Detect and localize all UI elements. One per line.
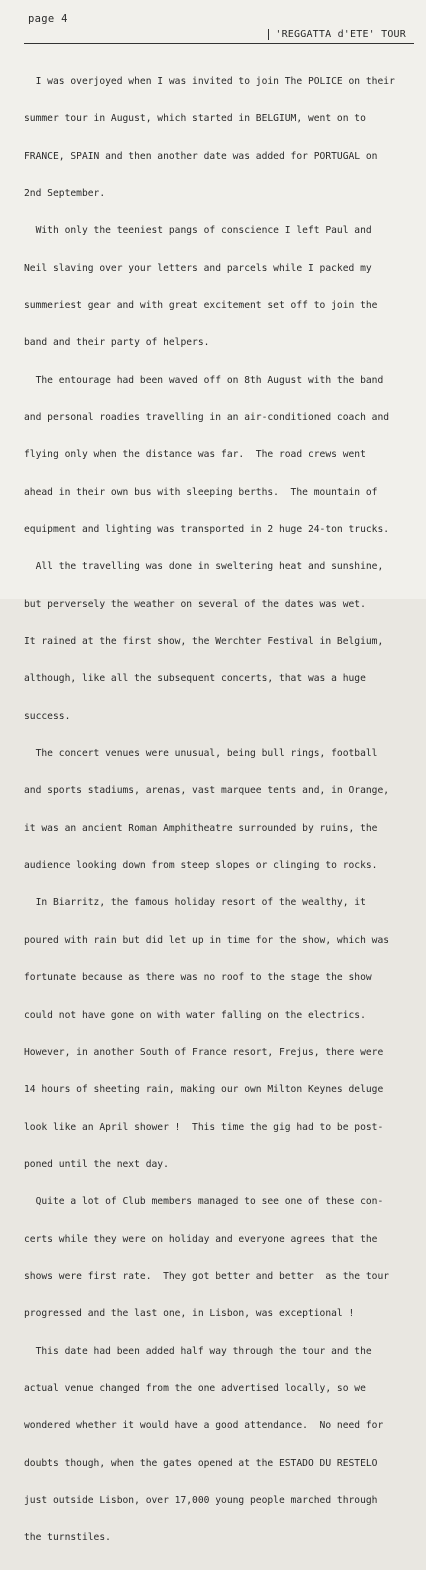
article-line: It rained at the first show, the Werchter Festival in Belgium, xyxy=(24,636,384,648)
section-title: 'REGGATTA d'ETE' TOUR xyxy=(268,29,406,40)
header-rule xyxy=(24,43,414,44)
article-line: could not have gone on with water falling on the electrics. xyxy=(24,1009,366,1021)
article-line: poured with rain but did let up in time for the show, which was xyxy=(24,934,390,946)
article-body xyxy=(24,51,416,1570)
article-line: With only the teeniest pangs of conscience I left Paul and xyxy=(24,225,372,237)
page-number: page 4 xyxy=(28,13,68,25)
article-line: 14 hours of sheeting rain, making our own Milton Keynes deluge xyxy=(24,1084,384,1096)
article-line: Neil slaving over your letters and parcels while I packed my xyxy=(24,262,372,274)
article-line: In Biarritz, the famous holiday resort of the wealthy, it xyxy=(24,897,366,909)
article-line: actual venue changed from the one advertised locally, so we xyxy=(24,1382,366,1394)
article-line: band and their party of helpers. xyxy=(24,337,210,349)
article-line: look like an April shower ! This time the gig had to be post- xyxy=(24,1121,384,1133)
article-line: and personal roadies travelling in an air-conditioned coach and xyxy=(24,412,390,423)
article-line: The entourage had been waved off on 8th August with the band xyxy=(24,374,384,386)
article-line: The concert venues were unusual, being bull rings, football xyxy=(24,748,378,760)
article-line: it was an ancient Roman Amphitheatre surrounded by ruins, the xyxy=(24,822,378,834)
article-line: although, like all the subsequent concerts, that was a huge xyxy=(24,673,366,685)
article-line: poned until the next day. xyxy=(24,1158,169,1170)
article-line: 2nd September. xyxy=(24,187,106,199)
article-line: equipment and lighting was transported in 2 huge 24-ton trucks. xyxy=(24,524,390,536)
article-line: Quite a lot of Club members managed to see one of these con- xyxy=(24,1196,384,1208)
article-line: flying only when the distance was far. The road crews went xyxy=(24,449,366,461)
article-line: audience looking down from steep slopes or clinging to rocks. xyxy=(24,860,378,872)
article-line: ahead in their own bus with sleeping berths. The mountain of xyxy=(24,486,378,498)
article-line: shows were first rate. They got better and better as the tour xyxy=(24,1270,390,1282)
article-line: but perversely the weather on several of the dates was wet. xyxy=(24,598,366,610)
article-line: fortunate because as there was no roof to the stage the show xyxy=(24,972,372,984)
article-line: certs while they were on holiday and everyone agrees that the xyxy=(24,1233,378,1245)
article-line: summer tour in August, which started in BELGIUM, went on to xyxy=(24,113,366,125)
article-line: doubts though, when the gates opened at the ESTADO DU RESTELO xyxy=(24,1457,378,1469)
article-line: just outside Lisbon, over 17,000 young people marched through xyxy=(24,1494,378,1506)
article-line: the turnstiles. xyxy=(24,1532,111,1544)
article-line: However, in another South of France resort, Frejus, there were xyxy=(24,1046,384,1058)
article-line: I was overjoyed when I was invited to join The POLICE on their xyxy=(24,75,395,87)
article-line: All the travelling was done in sweltering heat and sunshine, xyxy=(24,561,384,573)
article-line: summeriest gear and with great excitement set off to join the xyxy=(24,299,378,311)
article-line: and sports stadiums, arenas, vast marquee tents and, in Orange, xyxy=(24,785,390,797)
article-line: This date had been added half way through the tour and the xyxy=(24,1345,372,1357)
article-line: success. xyxy=(24,710,71,722)
article-line: progressed and the last one, in Lisbon, was exceptional ! xyxy=(24,1308,355,1320)
article-line: FRANCE, SPAIN and then another date was added for PORTUGAL on xyxy=(24,150,378,162)
article-line: wondered whether it would have a good attendance. No need for xyxy=(24,1420,384,1432)
